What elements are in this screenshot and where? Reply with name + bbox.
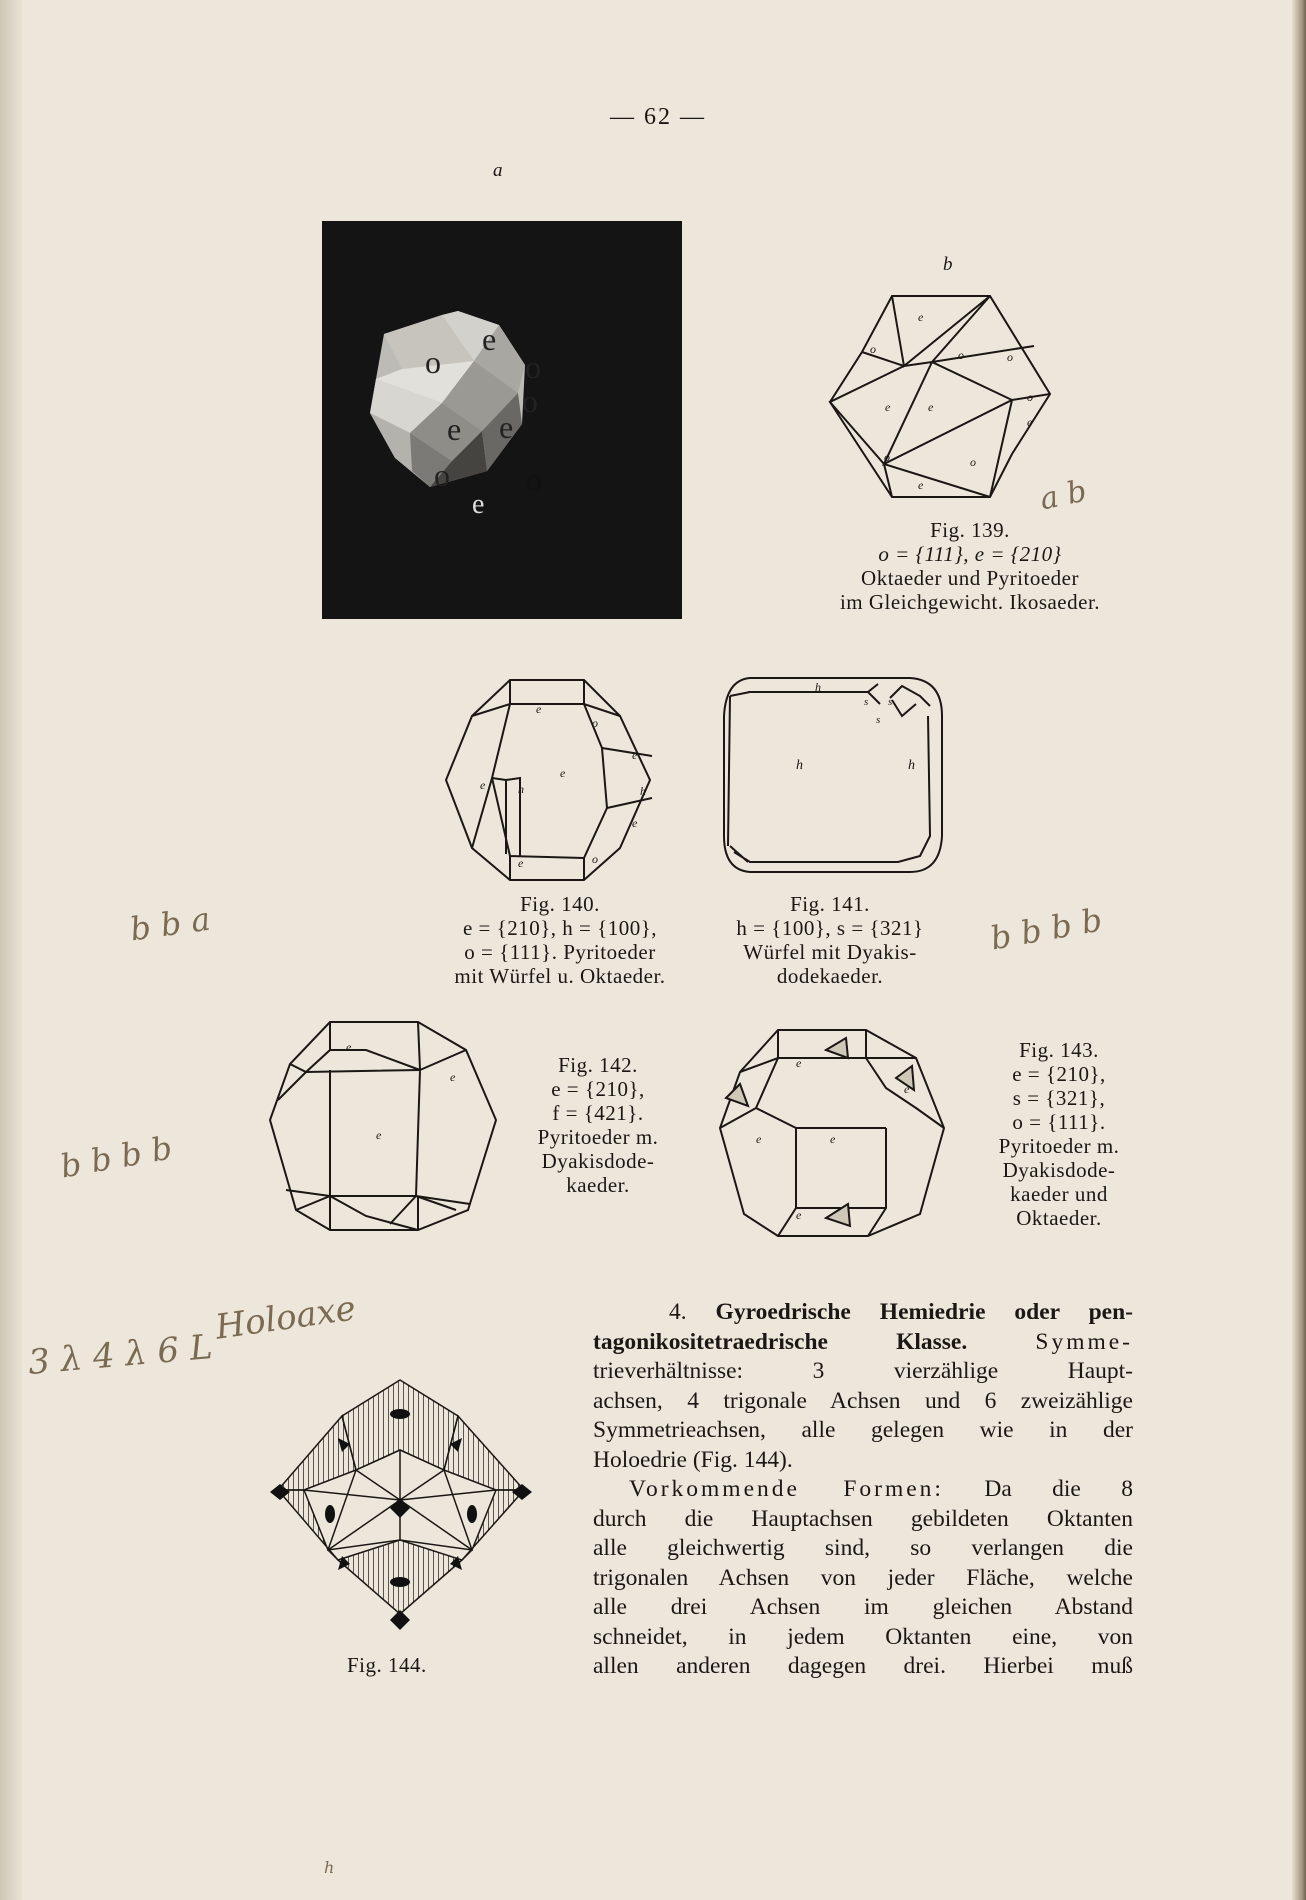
fig142-caption-line: kaeder.: [566, 1173, 630, 1197]
pencil-note: h: [324, 1858, 335, 1877]
fig143-caption-line: Oktaeder.: [1016, 1206, 1102, 1230]
fig141-face-label: s: [864, 696, 869, 708]
fig140-caption-line: Fig. 140.: [520, 892, 600, 916]
pencil-note: b b b b: [57, 1128, 175, 1186]
fig143-caption-line: Pyritoeder m.: [998, 1134, 1120, 1158]
text-line: achsen, 4 trigonale Achsen und 6 zweizählige: [593, 1387, 1133, 1414]
fig139-face-label: o: [870, 342, 876, 356]
fig142-caption: [508, 1053, 688, 1197]
fig143-caption-line: Dyakisdode-: [1002, 1158, 1116, 1182]
section-heading-line2: [593, 1328, 1133, 1358]
fig141-face-label: h: [796, 758, 803, 773]
fig140-caption-line: o = {111}. Pyritoeder: [464, 940, 656, 964]
text-line: trigonalen Achsen von jeder Fläche, welche: [593, 1564, 1133, 1591]
fig139-face-label: e: [885, 400, 891, 414]
fig139-face-label: o: [1027, 390, 1033, 404]
fig140-face-label: e: [536, 702, 542, 716]
fig140-caption: [410, 892, 710, 988]
fig140-face-label: h: [518, 782, 524, 796]
pencil-note: b b a: [127, 899, 213, 949]
fig140-face-label: e: [632, 816, 638, 830]
text-line: alle gleichwertig sind, so verlangen die: [593, 1535, 1133, 1561]
fig141-caption-line: Würfel mit Dyakis-: [743, 940, 917, 964]
fig139-caption-line: Fig. 139.: [930, 518, 1010, 542]
fig143-face-label: e: [796, 1056, 802, 1070]
fig143-caption-line: s = {321},: [1012, 1086, 1106, 1110]
fig139-face-label: e: [928, 400, 934, 414]
fig140-face-label: e: [632, 748, 638, 762]
fig140-face-label: o: [592, 852, 598, 866]
fig141-face-label: s: [888, 696, 893, 708]
text-line: Symmetrieachsen, alle gelegen wie in der: [593, 1417, 1133, 1443]
forms-text: Da die 8: [984, 1476, 1133, 1502]
fig142-face-label: e: [450, 1070, 456, 1084]
page-number: — 62 —: [610, 104, 706, 130]
fig139-face-label: o: [884, 450, 890, 464]
fig140-drawing: [442, 678, 666, 883]
fig142-caption-line: Dyakisdode-: [541, 1149, 655, 1173]
fig141-drawing: [720, 676, 946, 874]
fig139-face-label: o: [1007, 350, 1013, 364]
photo-face-label: o: [434, 457, 450, 493]
fig141-caption: [680, 892, 980, 988]
section-heading-cont: tagonikositetraedrische Klasse.: [593, 1328, 968, 1355]
fig142-face-label: e: [376, 1128, 382, 1142]
photo-face-label: e: [482, 321, 497, 357]
photo-face-label: o: [425, 344, 441, 380]
fig143-caption-line: e = {210},: [1012, 1062, 1106, 1086]
text-line: durch die Hauptachsen gebildeten Oktanten: [593, 1505, 1133, 1532]
fig141-face-label: h: [908, 758, 915, 773]
text-line: trieverhältnisse: 3 vierzählige Haupt-: [593, 1358, 1133, 1384]
fig139-face-label: o: [970, 455, 976, 469]
fig142-caption-line: Fig. 142.: [558, 1053, 638, 1077]
text-line: allen anderen dagegen drei. Hierbei muß: [593, 1653, 1133, 1679]
fig139-caption-line: o = {111}, e = {210}: [878, 542, 1062, 566]
symmetry-label: Symme-: [1035, 1328, 1134, 1355]
fig139-caption-line: im Gleichgewicht. Ikosaeder.: [839, 590, 1101, 614]
text-line: alle drei Achsen im gleichen Abstand: [593, 1594, 1133, 1620]
section-heading: Gyroedrische Hemiedrie oder pen-: [715, 1299, 1133, 1325]
fig139-caption: [770, 518, 1170, 614]
fig143-caption-line: kaeder und: [1010, 1182, 1108, 1206]
fig143-caption: [964, 1038, 1154, 1230]
fig142-drawing: [266, 1020, 500, 1232]
photo-face-label: e: [472, 489, 485, 520]
photo-face-label: o: [526, 461, 542, 497]
photo-face-label: e: [499, 409, 514, 445]
fig139-caption-line: Oktaeder und Pyritoeder: [861, 566, 1079, 590]
text-line: schneidet, in jedem Oktanten eine, von: [593, 1623, 1133, 1650]
fig139-face-label: e: [918, 478, 924, 492]
fig140-face-label: e: [518, 856, 524, 870]
pencil-note: 3 λ 4 λ 6 L: [26, 1327, 215, 1383]
page-edge-right: [1292, 0, 1306, 1900]
figure-label-b: b: [943, 254, 953, 275]
fig140-face-label: o: [592, 716, 598, 730]
fig140-caption-line: mit Würfel u. Oktaeder.: [454, 964, 666, 988]
fig143-caption-line: o = {111}.: [1012, 1110, 1106, 1134]
fig142-face-label: e: [346, 1040, 352, 1054]
fig143-face-label: e: [756, 1132, 762, 1146]
section-number: 4.: [669, 1299, 687, 1325]
fig141-face-label: s: [876, 714, 881, 726]
section-heading-line1: [593, 1298, 1133, 1328]
fig142-caption-line: f = {421}.: [552, 1101, 644, 1125]
paragraph2-first-line: [593, 1475, 1133, 1505]
fig143-face-label: e: [796, 1208, 802, 1222]
fig143-caption-line: Fig. 143.: [1019, 1038, 1099, 1062]
figure-label-a: a: [493, 160, 503, 181]
fig144-drawing: [258, 1380, 544, 1636]
fig140-face-label: h: [640, 784, 646, 798]
pencil-note: a b: [1036, 473, 1090, 518]
photo-face-label: o: [522, 383, 538, 419]
fig142-caption-line: e = {210},: [551, 1077, 645, 1101]
photo-face-label: e: [447, 411, 462, 447]
forms-label: Vorkommende Formen:: [629, 1476, 944, 1502]
fig143-face-label: e: [904, 1082, 910, 1096]
section-text: [593, 1298, 1133, 1682]
fig142-caption-line: Pyritoeder m.: [537, 1125, 659, 1149]
photo-face-label: o: [525, 349, 541, 385]
fig143-face-label: e: [830, 1132, 836, 1146]
fig139-face-label: e: [918, 310, 924, 324]
fig139-face-label: o: [958, 348, 964, 362]
fig141-caption-line: Fig. 141.: [790, 892, 870, 916]
fig141-face-label: h: [815, 680, 821, 694]
pencil-note: Holoaxe: [212, 1288, 359, 1348]
fig141-caption-line: h = {100}, s = {321}: [736, 916, 924, 940]
crystal-photo: [322, 221, 682, 619]
page-edge-left: [0, 0, 22, 1900]
fig139-drawing: [822, 292, 1062, 507]
fig140-caption-line: e = {210}, h = {100},: [462, 916, 658, 940]
fig144-caption: Fig. 144.: [347, 1653, 427, 1677]
fig140-face-label: e: [560, 766, 566, 780]
pencil-note: b b b b: [987, 900, 1105, 958]
fig140-face-label: e: [480, 778, 486, 792]
fig141-caption-line: dodekaeder.: [776, 964, 884, 988]
text-line: Holoedrie (Fig. 144).: [593, 1446, 793, 1473]
fig139-face-label: e: [1027, 415, 1033, 429]
